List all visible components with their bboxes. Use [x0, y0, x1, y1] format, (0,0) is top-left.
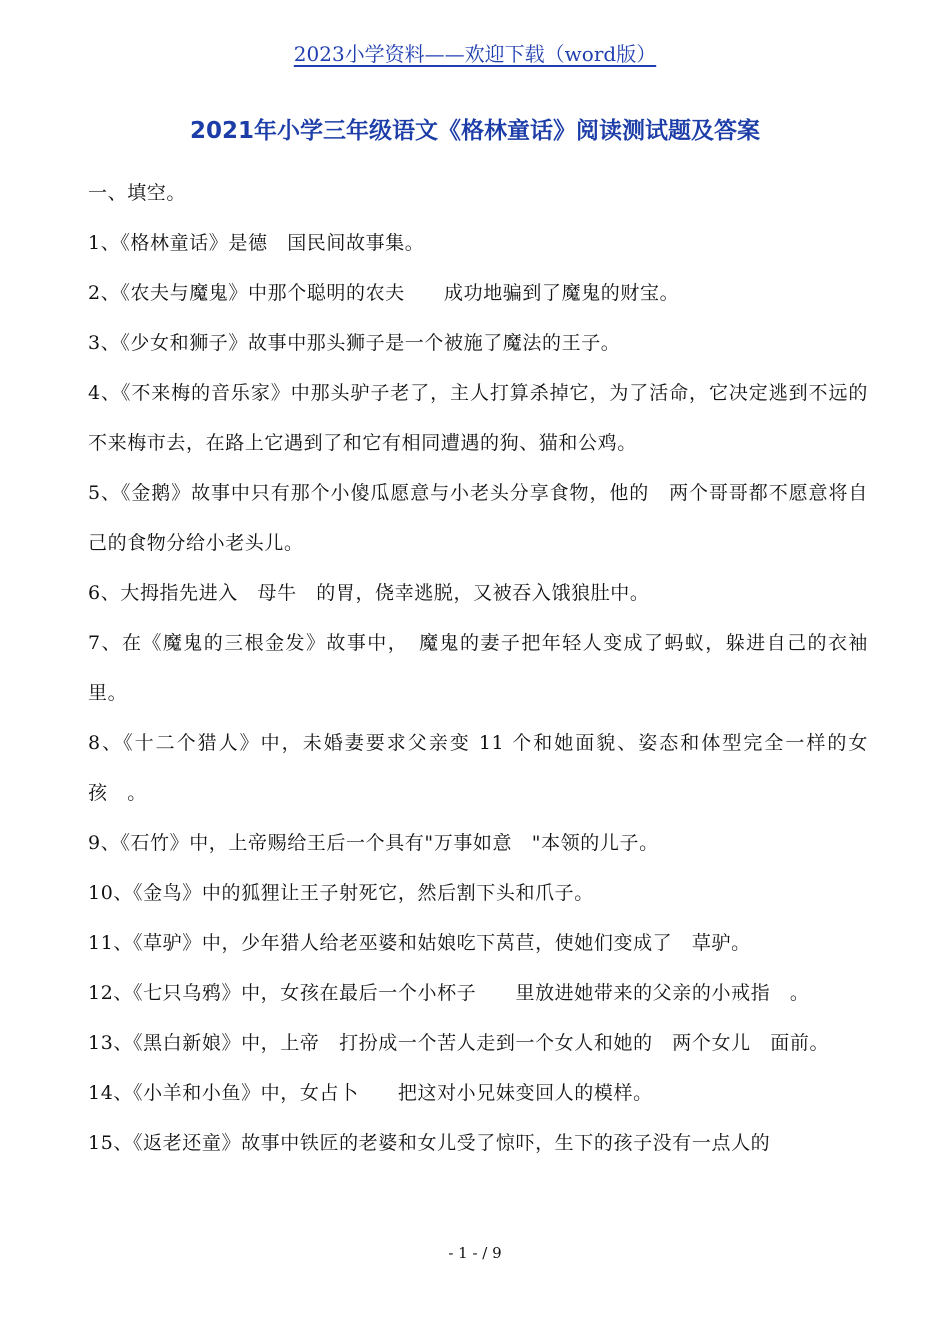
question-item-7: 7、在《魔鬼的三根金发》故事中， 魔鬼的妻子把年轻人变成了蚂蚁，躲进自己的衣袖里。 [88, 632, 868, 704]
question-item-8: 8、《十二个猎人》中，未婚妻要求父亲变 11 个和她面貌、姿态和体型完全一样的女孩 。 [88, 732, 868, 804]
header-link-text[interactable]: 2023小学资料——欢迎下载（word版） [293, 42, 657, 66]
question-item-5: 5、《金鹅》故事中只有那个小傻瓜愿意与小老头分享食物，他的 两个哥哥都不愿意将自己的食物分给小老头儿。 [88, 482, 868, 554]
question-item-11: 11、《草驴》中，少年猎人给老巫婆和姑娘吃下莴苣，使她们变成了 草驴。 [88, 932, 751, 954]
header-download-link[interactable] [0, 38, 950, 67]
page-number: - 1 - / 9 [448, 1244, 502, 1262]
question-item-10: 10、《金鸟》中的狐狸让王子射死它，然后割下头和爪子。 [88, 882, 594, 904]
question-item-1: 1、《格林童话》是德 国民间故事集。 [88, 232, 425, 254]
question-item-13: 13、《黑白新娘》中，上帝 打扮成一个苦人走到一个女人和她的 两个女儿 面前。 [88, 1032, 830, 1054]
section-heading: 一、填空。 [88, 182, 187, 204]
question-item-9: 9、《石竹》中，上帝赐给王后一个具有"万事如意 "本领的儿子。 [88, 832, 659, 854]
question-item-15: 15、《返老还童》故事中铁匠的老婆和女儿受了惊吓，生下的孩子没有一点人的 [88, 1132, 771, 1154]
document-body [88, 168, 868, 1168]
question-item-4: 4、《不来梅的音乐家》中那头驴子老了，主人打算杀掉它，为了活命，它决定逃到不远的不来梅市去，在路上它遇到了和它有相同遭遇的狗、猫和公鸡。 [88, 382, 868, 454]
question-item-12: 12、《七只乌鸦》中，女孩在最后一个小杯子 里放进她带来的父亲的小戒指 。 [88, 982, 810, 1004]
question-item-14: 14、《小羊和小鱼》中，女占卜 把这对小兄妹变回人的模样。 [88, 1082, 653, 1104]
question-item-6: 6、大拇指先进入 母牛 的胃，侥幸逃脱，又被吞入饿狼肚中。 [88, 582, 650, 604]
question-item-2: 2、《农夫与魔鬼》中那个聪明的农夫 成功地骗到了魔鬼的财宝。 [88, 282, 680, 304]
document-title: 2021年小学三年级语文《格林童话》阅读测试题及答案 [189, 118, 760, 144]
question-item-3: 3、《少女和狮子》故事中那头狮子是一个被施了魔法的王子。 [88, 332, 621, 354]
